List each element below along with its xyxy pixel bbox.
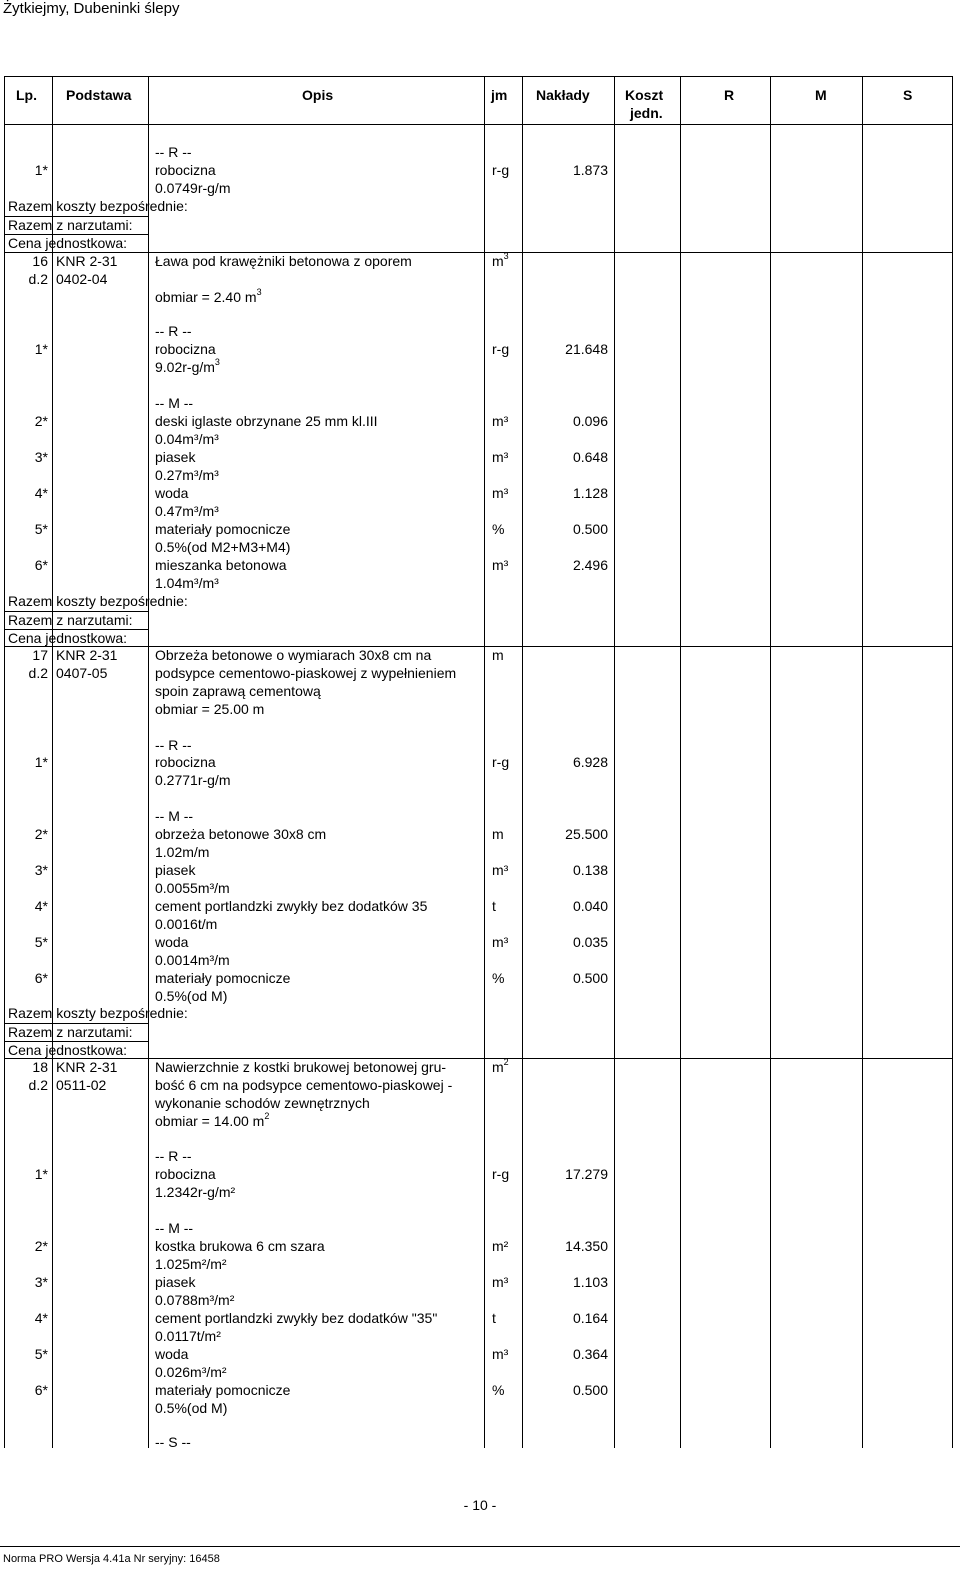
position-unit: m [492, 647, 504, 663]
row-qty: 0.648 [572, 449, 608, 465]
row-opis: robocizna [155, 1166, 216, 1182]
row-jm: r-g [492, 341, 510, 357]
table-top-border [4, 76, 952, 77]
position-code: 0407-05 [56, 665, 108, 681]
separator [4, 646, 952, 647]
row-norm: 0.5%(od M) [155, 1400, 228, 1416]
row-norm: 1.025m²/m² [155, 1256, 227, 1272]
row-lp: 5* [34, 521, 48, 537]
col-line-naklady [614, 76, 615, 1448]
row-opis: robocizna [155, 754, 216, 770]
row-qty: 0.500 [572, 970, 608, 986]
row-opis: woda [155, 485, 189, 501]
position-obmiar: obmiar = 25.00 m [155, 701, 265, 717]
row-jm: r-g [492, 1166, 510, 1182]
row-jm: m³ [492, 862, 509, 878]
header-m: M [815, 87, 827, 103]
row-qty: 1.103 [572, 1274, 608, 1290]
position-description-line1: Nawierzchnie z kostki brukowej betonowej gru- [155, 1059, 447, 1075]
row-qty: 1.873 [572, 162, 608, 178]
row-norm: 1.02m/m [155, 844, 210, 860]
position-description-line3: spoin zaprawą cementową [155, 683, 321, 699]
position-description-line1: Obrzeża betonowe o wymiarach 30x8 cm na [155, 647, 432, 663]
header-naklady: Nakłady [536, 87, 590, 103]
row-norm: 0.27m³/m³ [155, 467, 219, 483]
row-jm: r-g [492, 162, 510, 178]
row-qty: 0.138 [572, 862, 608, 878]
separator [4, 252, 952, 253]
row-norm: 0.0749r-g/m [155, 180, 231, 196]
cena-jednostkowa: Cena jednostkowa: [8, 1042, 128, 1058]
row-lp: 6* [34, 1382, 48, 1398]
r-marker: -- R -- [155, 737, 192, 753]
position-code: 0511-02 [56, 1077, 107, 1093]
row-opis: materiały pomocnicze [155, 521, 291, 537]
header-podstawa: Podstawa [66, 87, 132, 103]
row-lp: 3* [34, 862, 48, 878]
position-unit: $m^2$ [492, 1057, 509, 1075]
col-line-m [862, 76, 863, 1448]
row-jm: t [492, 898, 496, 914]
row-lp: 1* [34, 754, 48, 770]
row-opis: robocizna [155, 341, 216, 357]
page-number: - 10 - [463, 1497, 497, 1513]
row-norm: 1.04m³/m³ [155, 575, 219, 591]
row-qty: 14.350 [565, 1238, 608, 1254]
razem-bezposrednie: Razem koszty bezpośrednie: [8, 593, 188, 609]
row-opis: piasek [155, 1274, 196, 1290]
row-lp: 1* [34, 341, 48, 357]
header-koszt: Koszt [625, 87, 664, 103]
position-unit: $m^3$ [492, 251, 509, 269]
row-jm: m³ [492, 449, 509, 465]
col-line-jm [522, 76, 523, 1448]
row-norm: 0.5%(od M2+M3+M4) [155, 539, 291, 555]
row-opis: mieszanka betonowa [155, 557, 287, 573]
razem-bezposrednie: Razem koszty bezpośrednie: [8, 1005, 188, 1021]
header-s: S [903, 87, 913, 103]
position-description-line2: podsypce cementowo-piaskowej z wypełnieniem [155, 665, 457, 681]
row-opis: materiały pomocnicze [155, 1382, 291, 1398]
r-marker: -- R -- [155, 323, 192, 339]
position-description: Ława pod krawężniki betonowa z oporem [155, 253, 412, 269]
row-lp: 5* [34, 1346, 48, 1362]
row-norm: 0.0014m³/m [155, 952, 230, 968]
row-opis: robocizna [155, 162, 216, 178]
program-info: Norma PRO Wersja 4.41a Nr seryjny: 16458 [3, 1553, 220, 1565]
row-lp: 2* [34, 413, 48, 429]
row-opis: materiały pomocnicze [155, 970, 291, 986]
razem-narzuty: Razem z narzutami: [8, 217, 133, 233]
m-marker: -- M -- [155, 395, 194, 411]
row-opis: woda [155, 934, 189, 950]
m-marker: -- M -- [155, 808, 194, 824]
row-norm: 0.5%(od M) [155, 988, 228, 1004]
razem-bezposrednie: Razem koszty bezpośrednie: [8, 198, 188, 214]
footer-line [0, 1546, 960, 1547]
row-norm: $9.02r-g/m^3$ [155, 357, 220, 375]
row-opis: woda [155, 1346, 189, 1362]
row-qty: 6.928 [572, 754, 608, 770]
row-jm: m [492, 826, 504, 842]
row-jm: m³ [492, 934, 509, 950]
row-qty: 0.040 [572, 898, 608, 914]
row-qty: 0.096 [572, 413, 608, 429]
header-koszt-jedn: jedn. [630, 105, 663, 121]
row-jm: % [492, 521, 505, 537]
row-opis: kostka brukowa 6 cm szara [155, 1238, 325, 1254]
row-jm: r-g [492, 754, 510, 770]
position-knr: KNR 2-31 [56, 253, 118, 269]
m-marker: -- M -- [155, 1220, 194, 1236]
row-qty: 21.648 [565, 341, 608, 357]
position-description-line2: bość 6 cm na podsypce cementowo-piaskowej - [155, 1077, 453, 1093]
r-marker: -- R -- [155, 144, 192, 160]
position-number: 18 [32, 1059, 48, 1075]
col-line-podstawa [148, 76, 149, 1448]
row-norm: 0.0055m³/m [155, 880, 230, 896]
col-line-koszt [680, 76, 681, 1448]
row-lp: 5* [34, 934, 48, 950]
row-qty: 0.500 [572, 521, 608, 537]
col-line-opis [484, 76, 485, 1448]
row-qty: 0.364 [572, 1346, 608, 1362]
row-lp: 6* [34, 557, 48, 573]
position-knr: KNR 2-31 [56, 647, 118, 663]
r-marker: -- R -- [155, 1148, 192, 1164]
row-lp: 2* [34, 1238, 48, 1254]
header-r: R [724, 87, 735, 103]
row-qty: 17.279 [565, 1166, 608, 1182]
razem-narzuty: Razem z narzutami: [8, 612, 133, 628]
row-norm: 0.04m³/m³ [155, 431, 219, 447]
s-marker: -- S -- [155, 1434, 191, 1450]
row-jm: m³ [492, 1274, 509, 1290]
row-norm: 0.0016t/m [155, 916, 218, 932]
position-obmiar: obmiar = 14.00 $m^2$ [155, 1111, 270, 1129]
row-jm: m³ [492, 557, 509, 573]
header-jm: jm [491, 87, 508, 103]
row-jm: % [492, 1382, 505, 1398]
position-section: d.2 [28, 665, 48, 681]
row-norm: 0.0117t/m² [155, 1328, 221, 1344]
position-obmiar: obmiar = 2.40 $m^3$ [155, 287, 262, 305]
row-opis: cement portlandzki zwykły bez dodatków "35" [155, 1310, 438, 1326]
row-lp: 2* [34, 826, 48, 842]
row-norm: 0.47m³/m³ [155, 503, 219, 519]
row-qty: 1.128 [572, 485, 608, 501]
row-opis: piasek [155, 449, 196, 465]
row-opis: cement portlandzki zwykły bez dodatków 35 [155, 898, 428, 914]
position-knr: KNR 2-31 [56, 1059, 118, 1075]
row-jm: m³ [492, 413, 509, 429]
row-opis: deski iglaste obrzynane 25 mm kl.III [155, 413, 378, 429]
row-lp: 4* [34, 898, 48, 914]
row-opis: piasek [155, 862, 196, 878]
row-lp: 3* [34, 449, 48, 465]
header-bottom-border [4, 124, 952, 125]
header-lp: Lp. [16, 87, 37, 103]
position-section: d.2 [28, 1077, 48, 1093]
row-jm: m² [492, 1238, 509, 1254]
row-qty: 25.500 [565, 826, 608, 842]
razem-narzuty: Razem z narzutami: [8, 1024, 133, 1040]
row-jm: % [492, 970, 505, 986]
cena-jednostkowa: Cena jednostkowa: [8, 235, 128, 251]
col-line-right [952, 76, 953, 1448]
row-qty: 2.496 [572, 557, 608, 573]
row-jm: t [492, 1310, 496, 1326]
row-lp: 1* [34, 162, 48, 178]
position-section: d.2 [28, 271, 48, 287]
col-line-left [4, 76, 5, 1448]
row-jm: m³ [492, 1346, 509, 1362]
row-jm: m³ [492, 485, 509, 501]
row-norm: 0.026m³/m² [155, 1364, 227, 1380]
row-norm: 0.2771r-g/m [155, 772, 231, 788]
row-qty: 0.035 [572, 934, 608, 950]
row-lp: 4* [34, 1310, 48, 1326]
page-title: Żytkiejmy, Dubeninki ślepy [3, 0, 180, 17]
row-opis: obrzeża betonowe 30x8 cm [155, 826, 327, 842]
row-qty: 0.500 [572, 1382, 608, 1398]
row-lp: 6* [34, 970, 48, 986]
row-lp: 1* [34, 1166, 48, 1182]
row-norm: 1.2342r-g/m² [155, 1184, 236, 1200]
separator [4, 1058, 952, 1059]
row-lp: 4* [34, 485, 48, 501]
position-description-line3: wykonanie schodów zewnętrznych [155, 1095, 370, 1111]
position-code: 0402-04 [56, 271, 108, 287]
position-number: 16 [32, 253, 48, 269]
position-number: 17 [32, 647, 48, 663]
col-line-lp [52, 76, 53, 1448]
col-line-r [770, 76, 771, 1448]
row-qty: 0.164 [572, 1310, 608, 1326]
row-norm: 0.0788m³/m² [155, 1292, 235, 1308]
cena-jednostkowa: Cena jednostkowa: [8, 630, 128, 646]
row-lp: 3* [34, 1274, 48, 1290]
header-opis: Opis [302, 87, 334, 103]
